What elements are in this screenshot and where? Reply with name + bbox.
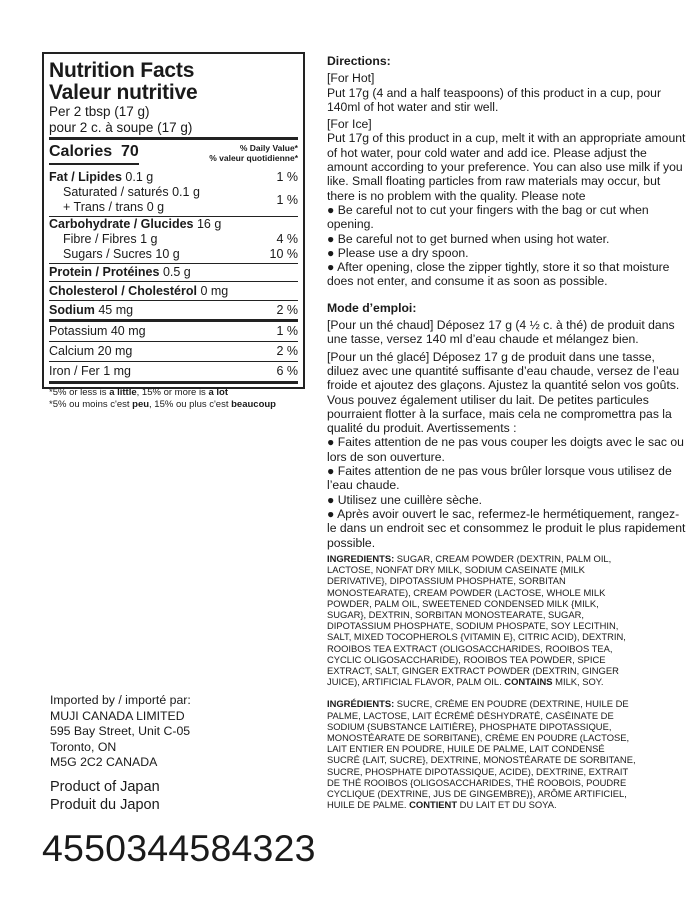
hot-text-en: Put 17g (4 and a half teaspoons) of this product in a cup, pour 140ml of hot water and stir well. xyxy=(327,85,662,114)
ingredients-en-label: INGREDIENTS: xyxy=(327,553,395,564)
serving-size-en: Per 2 tbsp (17 g) xyxy=(49,104,150,119)
cholesterol-label: Cholesterol / Cholestérol xyxy=(49,284,197,298)
footnote-en-part: , 15% or more is xyxy=(136,387,209,398)
carbohydrate-amount: 16 g xyxy=(196,217,222,231)
potassium-amount: 40 mg xyxy=(110,324,146,338)
nutrition-title-en: Nutrition Facts xyxy=(49,59,195,82)
footnote-en xyxy=(49,387,298,399)
cholesterol-amount: 0 mg xyxy=(200,284,229,298)
footnote-fr-bold: peu xyxy=(132,398,150,410)
footnote-fr-part: *5% ou moins c'est xyxy=(49,398,133,410)
bullet-fr: ● Faites attention de ne pas vous couper les doigts avec le sac ou lors de son ouverture. xyxy=(327,435,684,464)
fat-dv: 1 % xyxy=(276,170,298,184)
footnote-fr xyxy=(49,399,298,411)
ice-text-en: Put 17g of this product in a cup, melt it with an appropriate amount of hot water, pour cold water and add ice. Please adjust the amount according to your preference. You can also use milk if you like. Small floating particles from raw materials may occur, but there is no problem with the quality. Please note xyxy=(327,131,686,203)
hot-text-fr: [Pour un thé chaud] Déposez 17 g (4 ½ c. à thé) de produit dans une tasse, versez 140 ml d’eau chaude et mélangez bien. xyxy=(327,318,675,347)
iron-label: Iron / Fer xyxy=(49,364,100,378)
saturated-trans-dv: 1 % xyxy=(276,193,298,207)
fat-label: Fat / Lipides xyxy=(49,170,122,184)
sodium-label: Sodium xyxy=(49,303,95,317)
carbohydrate-row xyxy=(49,217,298,232)
ingredients-en-text: SUGAR, CREAM POWDER (DEXTRIN, PALM OIL, LACTOSE, NONFAT DRY MILK, SODIUM CASEINATE {MILK DERIVATIVE}, DIPOTASSIUM PHOSPHATE, SORBITAN MONOSTEARATE), CREAM POWDER (LACTOSE, WHOLE MILK POWDER, PALM OIL, SWEETENED CONDENSED MILK {MILK, SUGAR}, DEXTRIN, SORBITAN MONOSTEARATE, SUGAR, DIPOTASSIUM PHOSPHATE, SODIUM PHOSPATE, SOY LECITHIN, SALT, MIXED TOCOPHEROLS {VITAMIN E}, CITRIC ACID), DEXTRIN, ROOIBOS TEA EXTRACT (OLIGOSACCHARIDES, ROOIBOS TEA, CYCLIC OLIGOSACCHARIDE), ROOIBOS TEA POWDER, SPICE EXTRACT, SALT, GINGER EXTRACT POWDER (DEXTRIN, GINGER JUICE), ARTIFICIAL FLAVOR, PALM OIL. xyxy=(327,553,626,688)
calcium-label: Calcium xyxy=(49,344,95,358)
iron-dv: 6 % xyxy=(276,364,298,378)
importer-line: Toronto, ON xyxy=(50,739,117,754)
barcode-number: 4550344584323 xyxy=(42,827,316,869)
bullet-en: ● Please use a dry spoon. xyxy=(327,245,469,260)
fibre-row xyxy=(49,232,298,247)
divider-thick xyxy=(49,137,298,140)
origin-fr: Produit du Japon xyxy=(50,797,160,813)
sugars-label: Sugars / Sucres xyxy=(63,247,152,261)
potassium-dv: 1 % xyxy=(276,324,298,338)
potassium-label: Potassium xyxy=(49,324,108,338)
calcium-dv: 2 % xyxy=(276,344,298,358)
saturated-amount: 0.1 g xyxy=(172,185,200,199)
daily-value-header-fr: % valeur quotidienne* xyxy=(209,152,298,163)
iron-amount: 1 mg xyxy=(103,364,131,378)
ingredients-en xyxy=(327,553,637,687)
hot-label-en: [For Hot] xyxy=(327,71,375,86)
contains-en-label: CONTAINS xyxy=(504,676,553,688)
calories xyxy=(49,142,139,165)
calcium-amount: 20 mg xyxy=(97,344,133,358)
calcium-row xyxy=(49,342,298,361)
ice-label-en: [For Ice] xyxy=(327,117,372,132)
importer-line: MUJI CANADA LIMITED xyxy=(50,708,185,723)
contains-fr-text: DU LAIT ET DU SOYA. xyxy=(457,799,557,811)
sugars-amount: 10 g xyxy=(155,247,180,261)
nutrition-facts-table xyxy=(42,52,305,410)
trans-label: + Trans / trans xyxy=(63,200,144,214)
footnote xyxy=(49,384,298,410)
sugars-dv: 10 % xyxy=(269,247,298,261)
importer-line: 595 Bay Street, Unit C-05 xyxy=(50,724,191,738)
fat-row xyxy=(49,170,298,185)
bullet-en: ● Be careful not to cut your fingers with the bag or cut when opening. xyxy=(327,202,649,232)
footnote-en-part: *5% or less is xyxy=(49,387,110,398)
footnote-en-bold: a little xyxy=(109,387,137,398)
fibre-dv: 4 % xyxy=(276,232,298,246)
directions-section xyxy=(327,54,687,550)
bullet-fr: ● Faites attention de ne pas vous brûler lorsque vous utilisez de l’eau chaude. xyxy=(327,464,672,493)
protein-row xyxy=(49,264,298,281)
directions-heading-fr: Mode d’emploi: xyxy=(327,300,417,315)
sodium-amount: 45 mg xyxy=(98,303,134,317)
footnote-fr-part: , 15% ou plus c'est xyxy=(149,398,232,410)
nutrition-title-fr: Valeur nutritive xyxy=(49,81,198,104)
saturated-label: Saturated / saturés xyxy=(63,185,169,199)
sodium-dv: 2 % xyxy=(276,303,298,317)
carbohydrate-label: Carbohydrate / Glucides xyxy=(49,217,194,231)
cholesterol-row xyxy=(49,282,298,300)
calories-row xyxy=(49,142,298,170)
calories-value: 70 xyxy=(121,143,139,160)
footnote-fr-bold: beaucoup xyxy=(231,398,276,410)
iron-row xyxy=(49,362,298,381)
bullet-fr: ● Utilisez une cuillère sèche. xyxy=(327,492,483,507)
importer-line: M5G 2C2 CANADA xyxy=(50,755,158,769)
fibre-label: Fibre / Fibres xyxy=(63,232,137,246)
bullet-en: ● Be careful not to get burned when using hot water. xyxy=(327,231,610,246)
bullet-fr: ● Après avoir ouvert le sac, refermez-le hermétiquement, rangez-le dans un endroit sec et consommez le produit le plus rapidement possible. xyxy=(327,506,686,550)
contains-en-text: MILK, SOY. xyxy=(552,676,604,688)
ingredients-fr-text: SUCRE, CRÈME EN POUDRE (DEXTRINE, HUILE DE PALME, LACTOSE, LAIT ÉCRÉMÉ DÉSHYDRATÉ, CASÉINATE DE SODIUM {SUBSTANCE LAITIÈRE}, PHOSPHATE DIPOTASSIQUE, MONOSTÉARATE DE SORBITANE), CRÈME EN POUDRE (LACTOSE, LAIT ENTIER EN POUDRE, HUILE DE PALME, LAIT CONDENSÉ SUCRÉ {LAIT, SUCRE}, DEXTRINE, MONOSTÉARATE DE SORBITANE, SUCRE, PHOSPHATE DIPOTASSIQUE, ACIDE), DEXTRINE, EXTRAIT DE THÉ ROOIBOS {OLIGOSACCHARIDES, THÉ ROOBOIS, POUDRE CYCLIQUE (DEXTRINE, JUS DE GINGEMBRE)}, ARÔME ARTIFICIEL, HUILE DE PALME. xyxy=(327,698,636,811)
importer-line: Imported by / importé par: xyxy=(50,693,191,707)
daily-value-header-en: % Daily Value* xyxy=(239,143,298,153)
sodium-row xyxy=(49,301,298,319)
protein-amount: 0.5 g xyxy=(162,265,191,279)
bullet-en: ● After opening, close the zipper tightly, store it so that moisture does not enter, and consume it as soon as possible. xyxy=(327,260,670,289)
potassium-row xyxy=(49,322,298,341)
protein-label: Protein / Protéines xyxy=(49,265,160,279)
daily-value-header xyxy=(209,144,298,163)
directions-heading-en: Directions: xyxy=(327,54,391,68)
fibre-amount: 1 g xyxy=(140,232,158,246)
fat-amount: 0.1 g xyxy=(125,170,154,184)
trans-amount: 0 g xyxy=(146,200,165,214)
sugars-row xyxy=(49,247,298,262)
country-of-origin xyxy=(50,778,160,814)
saturated-trans-row xyxy=(49,185,298,215)
ingredients-fr-label: INGRÉDIENTS: xyxy=(327,698,395,710)
importer-address xyxy=(50,693,191,771)
ice-text-fr: [Pour un thé glacé] Déposez 17 g de produit dans une tasse, diluez avec une quantité suffisante d’eau chaude, versez de l’eau froide et ajoutez des glaçons. Ajustez la quantité selon vos goûts. Vous pouvez également utiliser du lait. De petites particules pourraient flotter à la surface, mais cela ne compromettra pas la qualité du produit. Avertissements : xyxy=(327,349,680,436)
contains-fr-label: CONTIENT xyxy=(409,799,458,811)
calories-label: Calories xyxy=(49,143,113,160)
ingredients-section xyxy=(327,553,637,810)
footnote-en-bold: a lot xyxy=(208,387,228,398)
ingredients-fr xyxy=(327,698,637,810)
serving-size-fr: pour 2 c. à soupe (17 g) xyxy=(49,119,193,135)
origin-en: Product of Japan xyxy=(50,779,160,795)
